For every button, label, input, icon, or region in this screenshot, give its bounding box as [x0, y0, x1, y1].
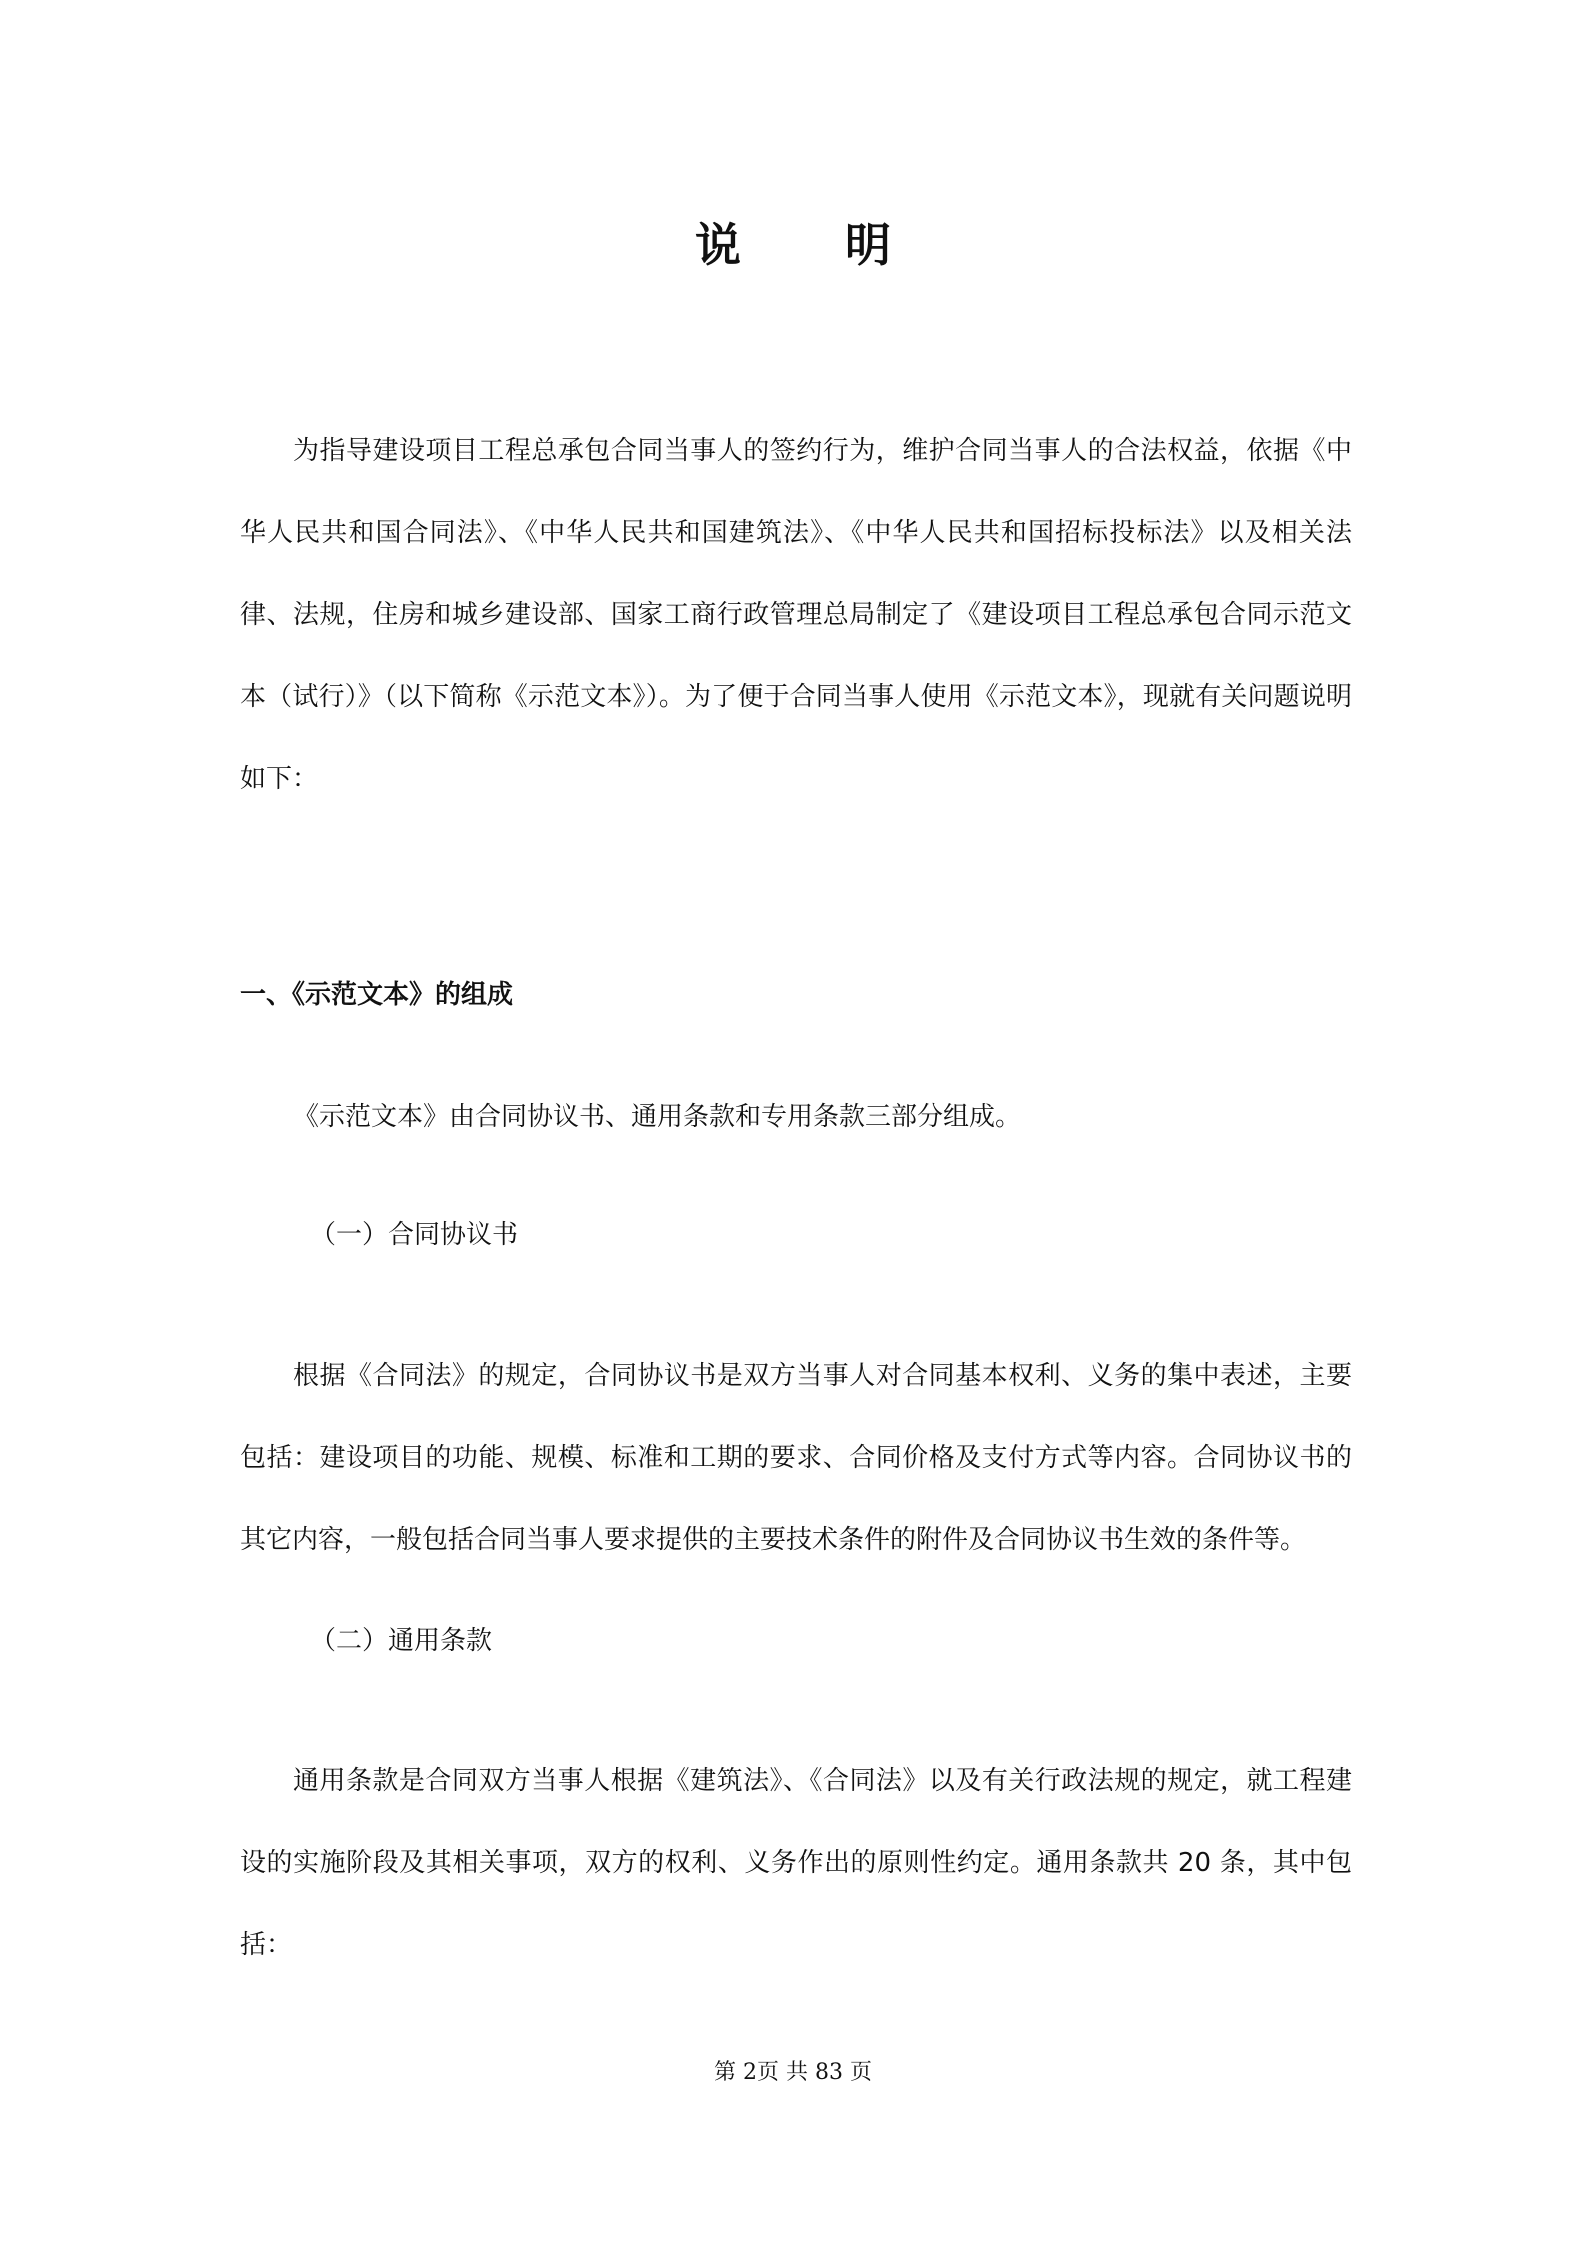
- general-terms-paragraph: 通用条款是合同双方当事人根据《建筑法》、《合同法》以及有关行政法规的规定，就工程建设的实施阶段及其相关事项，双方的权利、义务作出的原则性约定。通用条款共 20 条，其中包括：: [240, 1766, 1352, 1960]
- section-heading: 一、《示范文本》的组成: [240, 980, 514, 1010]
- subsection-heading-general-terms: （二）通用条款: [310, 1626, 493, 1656]
- page-title: 说 明: [694, 218, 935, 272]
- page-number-footer: 第 2页 共 83 页: [714, 2060, 872, 2085]
- intro-paragraph: 为指导建设项目工程总承包合同当事人的签约行为，维护合同当事人的合法权益，依据《中华人民共和国合同法》、《中华人民共和国建筑法》、《中华人民共和国招标投标法》以及相关法律、法规，住房和城乡建设部、国家工商行政管理总局制定了《建设项目工程总承包合同示范文本（试行）》（以下简称《示范文本》）。为了便于合同当事人使用《示范文本》，现就有关问题说明如下：: [240, 436, 1352, 794]
- composition-paragraph: 《示范文本》由合同协议书、通用条款和专用条款三部分组成。: [293, 1102, 1022, 1132]
- agreement-paragraph: 根据《合同法》的规定，合同协议书是双方当事人对合同基本权利、义务的集中表述，主要包括：建设项目的功能、规模、标准和工期的要求、合同价格及支付方式等内容。合同协议书的其它内容，一般包括合同当事人要求提供的主要技术条件的附件及合同协议书生效的条件等。: [240, 1361, 1352, 1555]
- subsection-heading-agreement: （一）合同协议书: [310, 1220, 519, 1250]
